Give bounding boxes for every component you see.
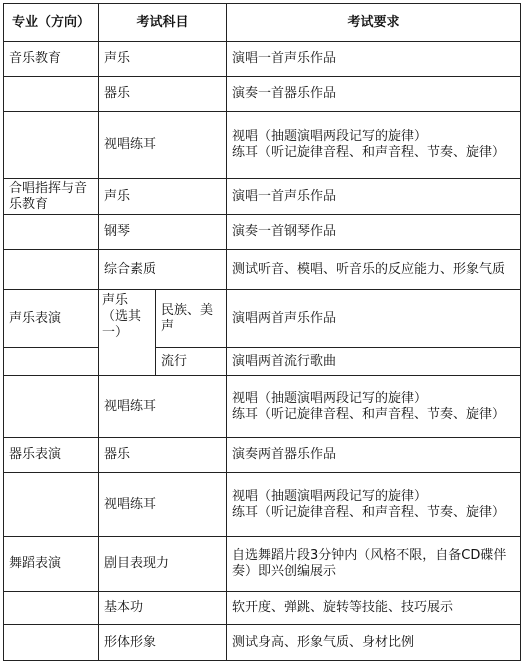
major-cell-empty bbox=[4, 250, 99, 290]
sub-option-cell: 流行 bbox=[156, 348, 227, 376]
major-cell-empty bbox=[4, 592, 99, 625]
table-row bbox=[4, 592, 521, 625]
table-row bbox=[4, 537, 521, 592]
subject-cell: 形体形象 bbox=[99, 625, 227, 661]
requirement-cell: 测试身高、形象气质、身材比例 bbox=[227, 625, 521, 661]
requirement-cell: 演奏一首器乐作品 bbox=[227, 77, 521, 112]
header-requirement: 考试要求 bbox=[227, 4, 521, 42]
subject-cell: 剧目表现力 bbox=[99, 537, 227, 592]
major-cell: 器乐表演 bbox=[4, 438, 99, 473]
major-cell-empty bbox=[4, 348, 99, 376]
table-row bbox=[4, 77, 521, 112]
requirement-cell: 演奏一首钢琴作品 bbox=[227, 215, 521, 250]
major-cell-empty bbox=[4, 625, 99, 661]
major-cell: 舞蹈表演 bbox=[4, 537, 99, 592]
subject-cell: 视唱练耳 bbox=[99, 112, 227, 179]
table-row bbox=[4, 438, 521, 473]
requirement-cell: 软开度、弹跳、旋转等技能、技巧展示 bbox=[227, 592, 521, 625]
table-row bbox=[4, 290, 521, 348]
major-cell-empty bbox=[4, 376, 99, 438]
requirement-cell: 演唱两首声乐作品 bbox=[227, 290, 521, 348]
subject-cell: 声乐 bbox=[99, 179, 227, 215]
subject-cell: 器乐 bbox=[99, 438, 227, 473]
table-row bbox=[4, 250, 521, 290]
subject-cell: 钢琴 bbox=[99, 215, 227, 250]
requirement-cell: 演唱一首声乐作品 bbox=[227, 42, 521, 77]
header-major: 专业（方向） bbox=[4, 4, 99, 42]
header-subject: 考试科目 bbox=[99, 4, 227, 42]
major-cell: 合唱指挥与音乐教育 bbox=[4, 179, 99, 215]
requirement-cell: 演唱两首流行歌曲 bbox=[227, 348, 521, 376]
subject-cell: 器乐 bbox=[99, 77, 227, 112]
table-row bbox=[4, 112, 521, 179]
requirement-cell: 演唱一首声乐作品 bbox=[227, 179, 521, 215]
requirement-cell: 视唱（抽题演唱两段记写的旋律） 练耳（听记旋律音程、和声音程、节奏、旋律） bbox=[227, 112, 521, 179]
table-header-row bbox=[4, 4, 521, 42]
exam-requirements-table bbox=[3, 3, 521, 661]
major-cell: 音乐教育 bbox=[4, 42, 99, 77]
subject-cell: 声乐 bbox=[99, 42, 227, 77]
subject-cell: 视唱练耳 bbox=[99, 376, 227, 438]
requirement-cell: 测试听音、模唱、听音乐的反应能力、形象气质 bbox=[227, 250, 521, 290]
subject-cell: 综合素质 bbox=[99, 250, 227, 290]
table-row bbox=[4, 179, 521, 215]
major-cell-empty bbox=[4, 77, 99, 112]
requirement-cell: 演奏两首器乐作品 bbox=[227, 438, 521, 473]
major-cell: 声乐表演 bbox=[4, 290, 99, 348]
major-cell-empty bbox=[4, 112, 99, 179]
table-row bbox=[4, 376, 521, 438]
subject-cell: 视唱练耳 bbox=[99, 473, 227, 537]
requirement-cell: 视唱（抽题演唱两段记写的旋律） 练耳（听记旋律音程、和声音程、节奏、旋律） bbox=[227, 473, 521, 537]
table-row bbox=[4, 348, 521, 376]
table-row bbox=[4, 42, 521, 77]
requirement-cell: 视唱（抽题演唱两段记写的旋律） 练耳（听记旋律音程、和声音程、节奏、旋律） bbox=[227, 376, 521, 438]
table-row bbox=[4, 473, 521, 537]
subject-cell: 基本功 bbox=[99, 592, 227, 625]
major-cell-empty bbox=[4, 473, 99, 537]
table-row bbox=[4, 625, 521, 661]
major-cell-empty bbox=[4, 215, 99, 250]
requirement-cell: 自选舞蹈片段3分钟内（风格不限，自备CD碟伴奏）即兴创编展示 bbox=[227, 537, 521, 592]
sub-option-cell: 民族、美声 bbox=[156, 290, 227, 348]
subject-cell: 声乐（选其一） bbox=[99, 290, 156, 376]
table-row bbox=[4, 215, 521, 250]
